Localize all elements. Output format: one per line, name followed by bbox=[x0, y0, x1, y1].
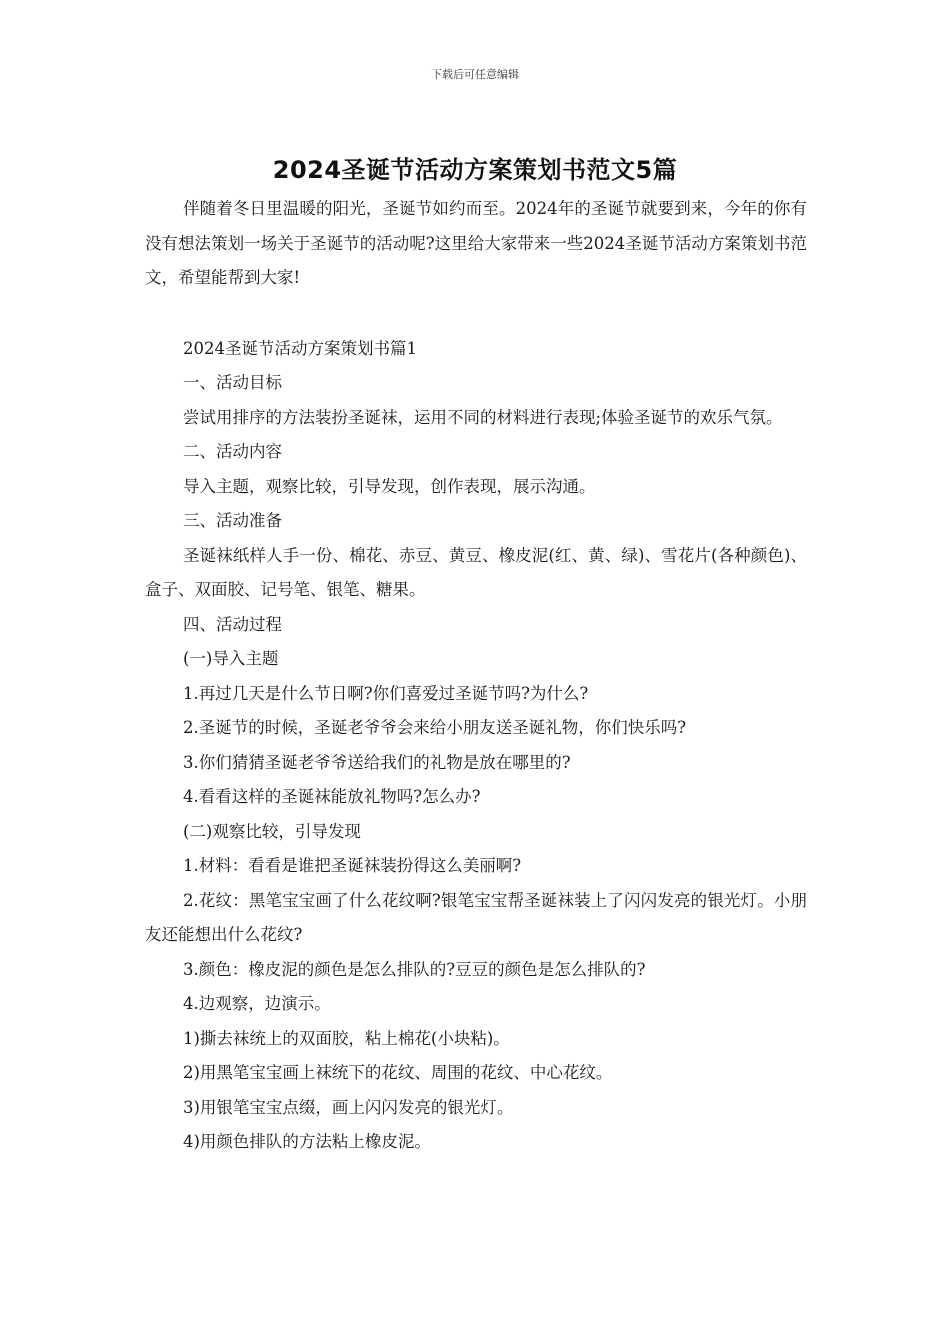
paragraph: 圣诞袜纸样人手一份、棉花、赤豆、黄豆、橡皮泥(红、黄、绿)、雪花片(各种颜色)、盒子、双面胶、记号笔、银笔、糖果。 bbox=[145, 545, 807, 599]
list-item: 4.看看这样的圣诞袜能放礼物吗?怎么办? bbox=[183, 787, 481, 806]
document-body bbox=[145, 192, 807, 1160]
paragraph: 尝试用排序的方法装扮圣诞袜，运用不同的材料进行表现;体验圣诞节的欢乐气氛。 bbox=[183, 407, 783, 427]
paragraph-gap bbox=[145, 296, 807, 332]
list-item: 3.颜色：橡皮泥的颜色是怎么排队的?豆豆的颜色是怎么排队的? bbox=[183, 959, 646, 979]
section-title: 2024圣诞节活动方案策划书篇1 bbox=[183, 338, 417, 358]
list-item: 2.圣诞节的时候，圣诞老爷爷会来给小朋友送圣诞礼物，你们快乐吗? bbox=[183, 718, 687, 737]
heading-goal: 一、活动目标 bbox=[183, 373, 282, 392]
list-item: 4.边观察，边演示。 bbox=[183, 994, 331, 1013]
intro-paragraph: 伴随着冬日里温暖的阳光，圣诞节如约而至。2024年的圣诞节就要到来，今年的你有没有想法策划一场关于圣诞节的活动呢?这里给大家带来一些2024圣诞节活动方案策划书范文，希望能帮到大家! bbox=[145, 199, 807, 287]
document-title: 2024圣诞节活动方案策划书范文5篇 bbox=[272, 156, 678, 184]
list-item: 3)用银笔宝宝点缀，画上闪闪发亮的银光灯。 bbox=[183, 1097, 514, 1117]
list-item: 2.花纹：黑笔宝宝画了什么花纹啊?银笔宝宝帮圣诞袜装上了闪闪发亮的银光灯。小朋友还能想出什么花纹? bbox=[145, 890, 807, 944]
paragraph: 导入主题，观察比较，引导发现，创作表现，展示沟通。 bbox=[183, 476, 596, 496]
list-item: 1.材料：看看是谁把圣诞袜装扮得这么美丽啊? bbox=[183, 856, 522, 875]
list-item: 3.你们猜猜圣诞老爷爷送给我们的礼物是放在哪里的? bbox=[183, 752, 571, 772]
list-item: 2)用黑笔宝宝画上袜统下的花纹、周围的花纹、中心花纹。 bbox=[183, 1063, 613, 1082]
list-item: 1.再过几天是什么节日啊?你们喜爱过圣诞节吗?为什么? bbox=[183, 683, 589, 703]
list-item: 1)撕去袜统上的双面胶，粘上棉花(小块粘)。 bbox=[183, 1028, 510, 1048]
heading-preparation: 三、活动准备 bbox=[183, 511, 282, 530]
subheading: (一)导入主题 bbox=[183, 649, 279, 668]
heading-process: 四、活动过程 bbox=[183, 614, 282, 634]
subheading: (二)观察比较，引导发现 bbox=[183, 821, 361, 841]
heading-content: 二、活动内容 bbox=[183, 442, 282, 461]
list-item: 4)用颜色排队的方法粘上橡皮泥。 bbox=[183, 1132, 431, 1151]
header-note: 下载后可任意编辑 bbox=[431, 68, 519, 81]
